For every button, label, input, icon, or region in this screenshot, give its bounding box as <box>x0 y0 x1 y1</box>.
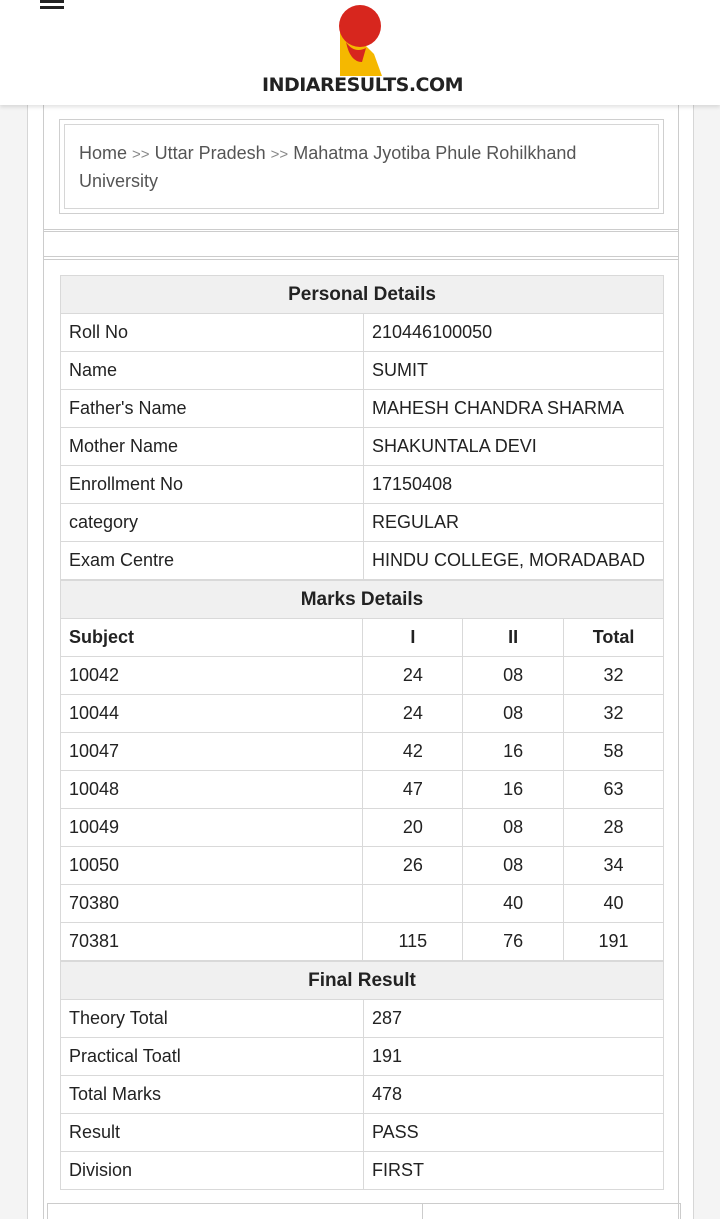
field-label: Name <box>61 352 364 390</box>
subject-code: 10050 <box>61 847 363 885</box>
total-marks: 58 <box>564 733 664 771</box>
paper-2-marks: 08 <box>463 847 564 885</box>
result-tables <box>60 275 664 1190</box>
paper-1-marks: 115 <box>363 923 463 961</box>
table-row <box>61 695 664 733</box>
divider <box>44 229 678 232</box>
field-value: MAHESH CHANDRA SHARMA <box>364 390 664 428</box>
field-label: Total Marks <box>61 1076 364 1114</box>
field-value: HINDU COLLEGE, MORADABAD <box>364 542 664 580</box>
field-label: Father's Name <box>61 390 364 428</box>
table-row <box>61 657 664 695</box>
total-marks: 32 <box>564 657 664 695</box>
subject-code: 10049 <box>61 809 363 847</box>
subject-code: 10047 <box>61 733 363 771</box>
field-label: Exam Centre <box>61 542 364 580</box>
breadcrumb-separator: >> <box>270 146 289 163</box>
footer-cell <box>422 1203 681 1219</box>
section-title-marks: Marks Details <box>61 581 664 619</box>
subject-code: 10044 <box>61 695 363 733</box>
table-row <box>61 1076 664 1114</box>
table-row <box>61 542 664 580</box>
site-logo[interactable] <box>262 2 464 100</box>
paper-1-marks: 42 <box>363 733 463 771</box>
paper-2-marks: 08 <box>463 657 564 695</box>
table-row <box>61 885 664 923</box>
field-label: Division <box>61 1152 364 1190</box>
subject-code: 10048 <box>61 771 363 809</box>
field-value: SHAKUNTALA DEVI <box>364 428 664 466</box>
total-marks: 28 <box>564 809 664 847</box>
table-row <box>61 314 664 352</box>
field-label: Roll No <box>61 314 364 352</box>
field-label: category <box>61 504 364 542</box>
column-header-total: Total <box>564 619 664 657</box>
table-row <box>61 504 664 542</box>
logo-text: INDIARESULTS.COM <box>262 74 464 96</box>
subject-code: 10042 <box>61 657 363 695</box>
final-result-table <box>60 961 664 1190</box>
paper-2-marks: 16 <box>463 733 564 771</box>
field-value: 191 <box>364 1038 664 1076</box>
top-header <box>0 0 720 105</box>
column-header-paper-2: II <box>463 619 564 657</box>
paper-1-marks: 24 <box>363 657 463 695</box>
field-value: REGULAR <box>364 504 664 542</box>
subject-code: 70381 <box>61 923 363 961</box>
field-value: 478 <box>364 1076 664 1114</box>
total-marks: 191 <box>564 923 664 961</box>
marks-details-table <box>60 580 664 961</box>
table-row <box>61 923 664 961</box>
field-label: Practical Toatl <box>61 1038 364 1076</box>
table-row <box>61 809 664 847</box>
table-row <box>61 847 664 885</box>
content-frame <box>27 105 694 1219</box>
total-marks: 32 <box>564 695 664 733</box>
breadcrumb-box <box>59 119 664 214</box>
paper-1-marks: 20 <box>363 809 463 847</box>
paper-1-marks: 24 <box>363 695 463 733</box>
table-row <box>61 771 664 809</box>
breadcrumb-home[interactable]: Home <box>79 143 128 163</box>
table-row <box>61 733 664 771</box>
menu-icon[interactable] <box>40 0 64 10</box>
paper-2-marks: 08 <box>463 695 564 733</box>
field-value: 210446100050 <box>364 314 664 352</box>
field-value: FIRST <box>364 1152 664 1190</box>
paper-2-marks: 08 <box>463 809 564 847</box>
field-value: 287 <box>364 1000 664 1038</box>
table-row <box>61 1000 664 1038</box>
table-row <box>61 1152 664 1190</box>
table-row <box>61 1038 664 1076</box>
field-label: Theory Total <box>61 1000 364 1038</box>
breadcrumb-state[interactable]: Uttar Pradesh <box>154 143 266 163</box>
divider <box>44 256 678 260</box>
total-marks: 40 <box>564 885 664 923</box>
field-label: Result <box>61 1114 364 1152</box>
column-header-paper-1: I <box>363 619 463 657</box>
breadcrumb-separator: >> <box>132 146 150 163</box>
footer-cell <box>47 1203 423 1219</box>
paper-2-marks: 40 <box>463 885 564 923</box>
paper-1-marks: 47 <box>363 771 463 809</box>
section-title-personal: Personal Details <box>61 276 664 314</box>
total-marks: 63 <box>564 771 664 809</box>
paper-1-marks: 26 <box>363 847 463 885</box>
table-row <box>61 352 664 390</box>
field-label: Enrollment No <box>61 466 364 504</box>
footer-cells <box>60 1203 694 1219</box>
subject-code: 70380 <box>61 885 363 923</box>
total-marks: 34 <box>564 847 664 885</box>
personal-details-table <box>60 275 664 580</box>
breadcrumb <box>64 124 659 209</box>
paper-1-marks <box>363 885 463 923</box>
paper-2-marks: 76 <box>463 923 564 961</box>
section-title-final: Final Result <box>61 962 664 1000</box>
table-row <box>61 466 664 504</box>
table-row <box>61 428 664 466</box>
field-value: 17150408 <box>364 466 664 504</box>
breadcrumb-university[interactable]: Mahatma Jyotiba Phule Rohilkhand University <box>79 143 577 191</box>
paper-2-marks: 16 <box>463 771 564 809</box>
table-row <box>61 1114 664 1152</box>
table-row <box>61 390 664 428</box>
content-inner <box>43 105 679 1219</box>
field-value: PASS <box>364 1114 664 1152</box>
field-value: SUMIT <box>364 352 664 390</box>
field-label: Mother Name <box>61 428 364 466</box>
column-header-subject: Subject <box>61 619 363 657</box>
